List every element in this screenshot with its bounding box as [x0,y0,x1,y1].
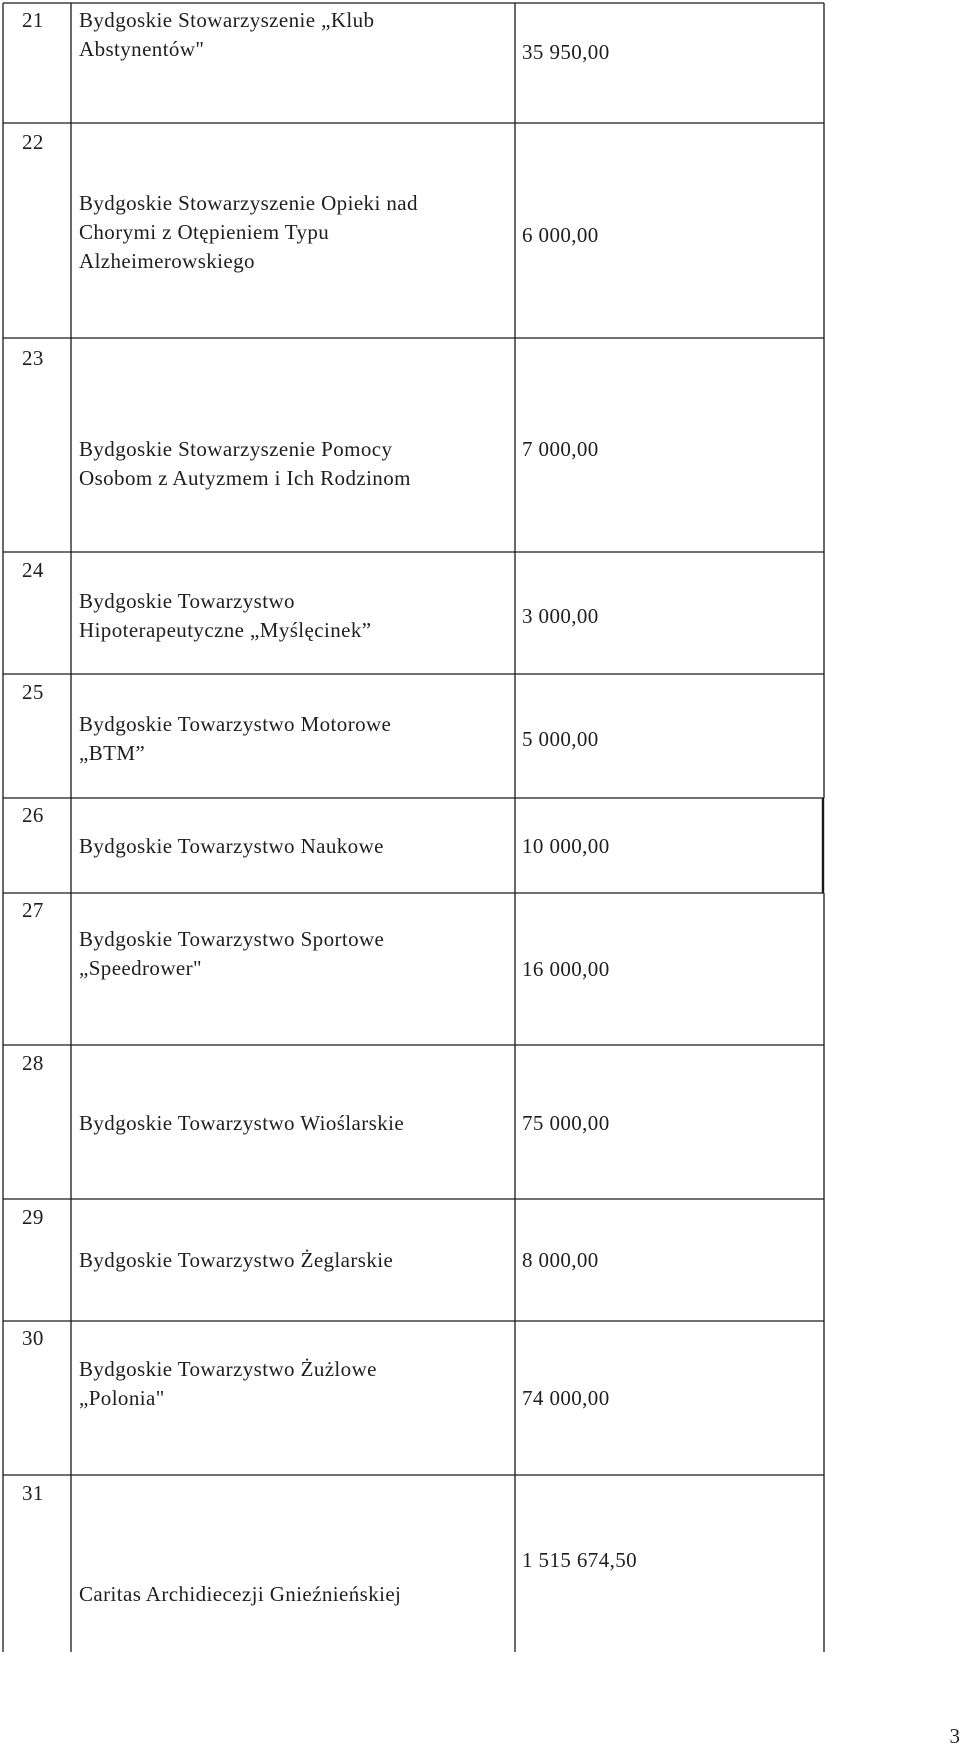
row-number: 23 [22,346,44,370]
row-number: 29 [22,1205,44,1229]
row-number: 28 [22,1051,44,1075]
organization-name: Bydgoskie Towarzystwo Naukowe [79,834,384,858]
grant-amount: 10 000,00 [522,834,610,858]
grant-amount: 75 000,00 [522,1111,610,1135]
row-number: 27 [22,898,44,922]
row-number: 26 [22,803,44,827]
organization-name: Bydgoskie Stowarzyszenie Opieki nad Chorymi z Otępieniem Typu Alzheimerowskiego [79,191,418,273]
organization-name: Bydgoskie Towarzystwo Wioślarskie [79,1111,405,1135]
grant-amount: 7 000,00 [522,437,599,461]
row-number: 21 [22,8,44,32]
grant-amount: 8 000,00 [522,1248,599,1272]
organization-name: Bydgoskie Towarzystwo Żeglarskie [79,1248,394,1272]
grant-amount: 6 000,00 [522,223,599,247]
organization-name: Bydgoskie Towarzystwo Żużlowe „Polonia" [79,1357,377,1410]
organization-name: Bydgoskie Stowarzyszenie Pomocy Osobom z Autyzmem i Ich Rodzinom [79,437,411,490]
grant-amount: 1 515 674,50 [522,1548,638,1572]
row-number: 31 [22,1481,44,1505]
organization-name: Bydgoskie Towarzystwo Motorowe „BTM” [79,712,392,765]
organization-name: Bydgoskie Stowarzyszenie „Klub Abstynentów" [79,8,375,61]
grant-amount: 74 000,00 [522,1386,610,1410]
organization-name: Bydgoskie Towarzystwo Hipoterapeutyczne „Myślęcinek” [79,589,372,642]
grant-amount: 35 950,00 [522,40,610,64]
row-number: 30 [22,1326,44,1350]
row-number: 24 [22,558,44,582]
row-number: 22 [22,130,44,154]
grant-amount: 16 000,00 [522,957,610,981]
row-number: 25 [22,680,44,704]
organization-name: Bydgoskie Towarzystwo Sportowe „Speedrower" [79,927,385,980]
organization-name: Caritas Archidiecezji Gnieźnieńskiej [79,1582,402,1606]
page-number: 3 [949,1724,960,1748]
grant-amount: 5 000,00 [522,727,599,751]
grant-amount: 3 000,00 [522,604,599,628]
